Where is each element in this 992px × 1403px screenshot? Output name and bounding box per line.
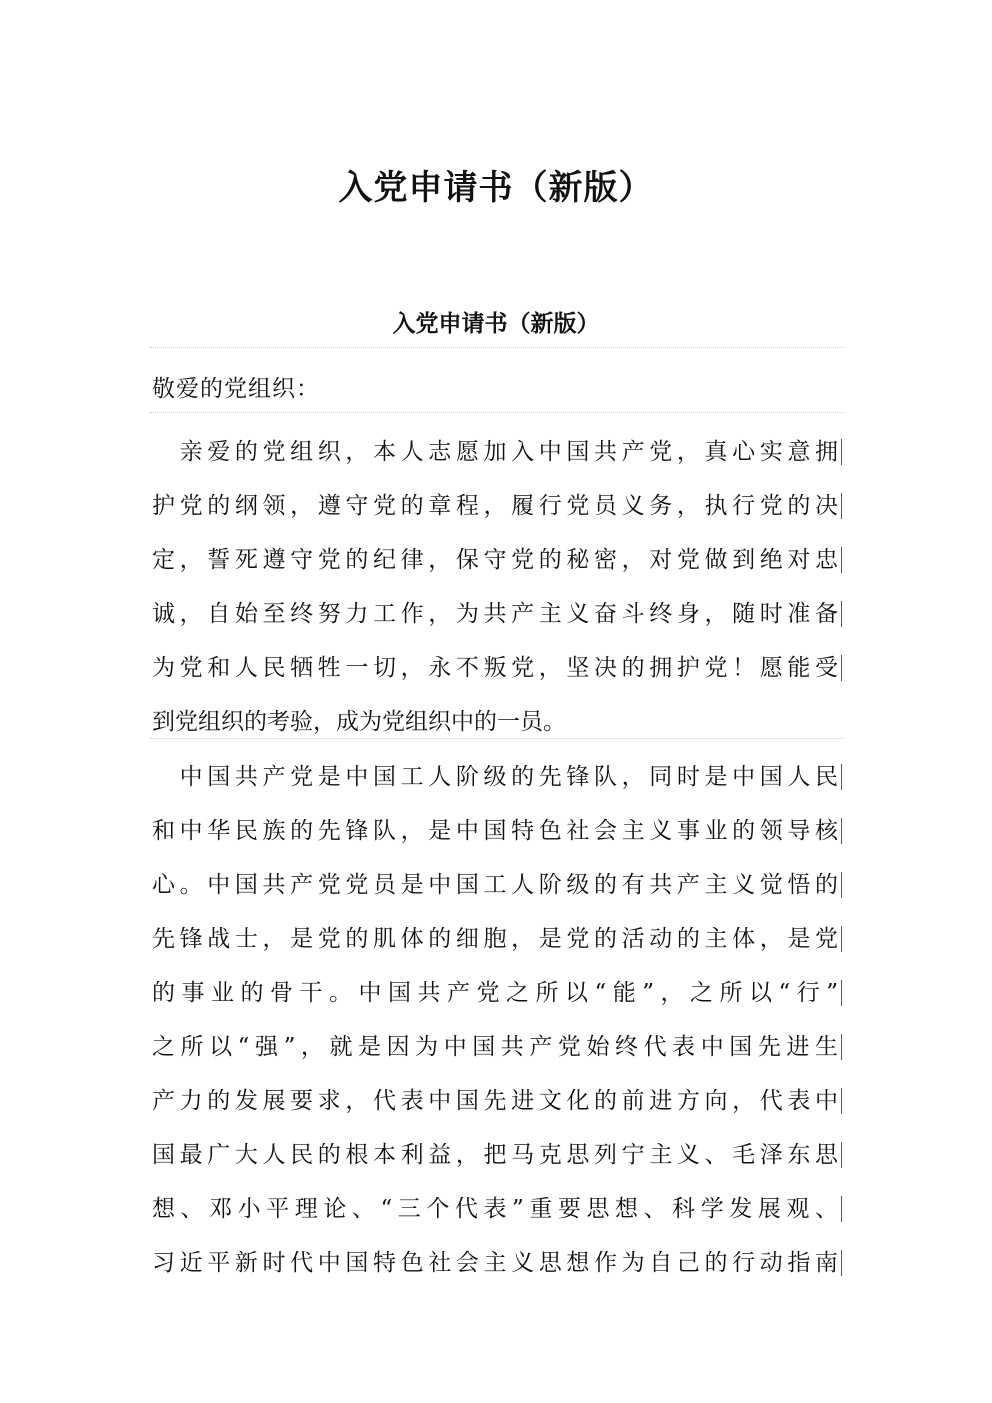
- divider: [150, 412, 844, 413]
- line-marker: [841, 1142, 842, 1168]
- divider: [150, 347, 844, 348]
- line-marker: [841, 764, 842, 790]
- text-line: 之所以“强”，就是因为中国共产党始终代表中国先进生: [152, 1020, 838, 1074]
- line-marker: [841, 655, 842, 681]
- text-line: 国最广大人民的根本利益，把马克思列宁主义、毛泽东思: [152, 1128, 838, 1182]
- text-line: 诚，自始至终努力工作，为共产主义奋斗终身，随时准备: [152, 587, 838, 641]
- line-marker: [841, 439, 842, 465]
- paragraph-2: [152, 750, 842, 1290]
- text-line: 想、邓小平理论、“三个代表”重要思想、科学发展观、: [152, 1182, 838, 1236]
- salutation: 敬爱的党组织：: [152, 376, 320, 402]
- text-line: 亲爱的党组织，本人志愿加入中国共产党，真心实意拥: [152, 425, 838, 479]
- text-line: 产力的发展要求，代表中国先进文化的前进方向，代表中: [152, 1074, 838, 1128]
- line-marker: [841, 493, 842, 519]
- text-line: 的事业的骨干。中国共产党之所以“能”，之所以“行”: [152, 966, 838, 1020]
- line-marker: [841, 872, 842, 898]
- line-marker: [841, 980, 842, 1006]
- line-marker: [841, 1088, 842, 1114]
- text-line: 到党组织的考验，成为党组织中的一员。: [152, 709, 566, 735]
- line-marker: [841, 1034, 842, 1060]
- text-line: 心。中国共产党党员是中国工人阶级的有共产主义觉悟的: [152, 858, 838, 912]
- text-line: 先锋战士，是党的肌体的细胞，是党的活动的主体，是党: [152, 912, 838, 966]
- line-marker: [841, 1196, 842, 1222]
- line-marker: [841, 547, 842, 573]
- line-marker: [841, 926, 842, 952]
- text-line: 为党和人民牺牲一切，永不叛党，坚决的拥护党！愿能受: [152, 641, 838, 695]
- document-heading: 入党申请书（新版）: [392, 310, 600, 337]
- line-marker: [841, 1250, 842, 1276]
- text-line: 习近平新时代中国特色社会主义思想作为自己的行动指南: [152, 1236, 838, 1290]
- line-marker: [841, 818, 842, 844]
- text-line: 护党的纲领，遵守党的章程，履行党员义务，执行党的决: [152, 479, 838, 533]
- page-title: 入党申请书（新版）: [338, 168, 654, 208]
- text-line: 中国共产党是中国工人阶级的先锋队，同时是中国人民: [152, 750, 838, 804]
- paragraph-1: [152, 425, 842, 749]
- divider: [150, 738, 844, 739]
- text-line: 定，誓死遵守党的纪律，保守党的秘密，对党做到绝对忠: [152, 533, 838, 587]
- line-marker: [841, 601, 842, 627]
- text-line: 和中华民族的先锋队，是中国特色社会主义事业的领导核: [152, 804, 838, 858]
